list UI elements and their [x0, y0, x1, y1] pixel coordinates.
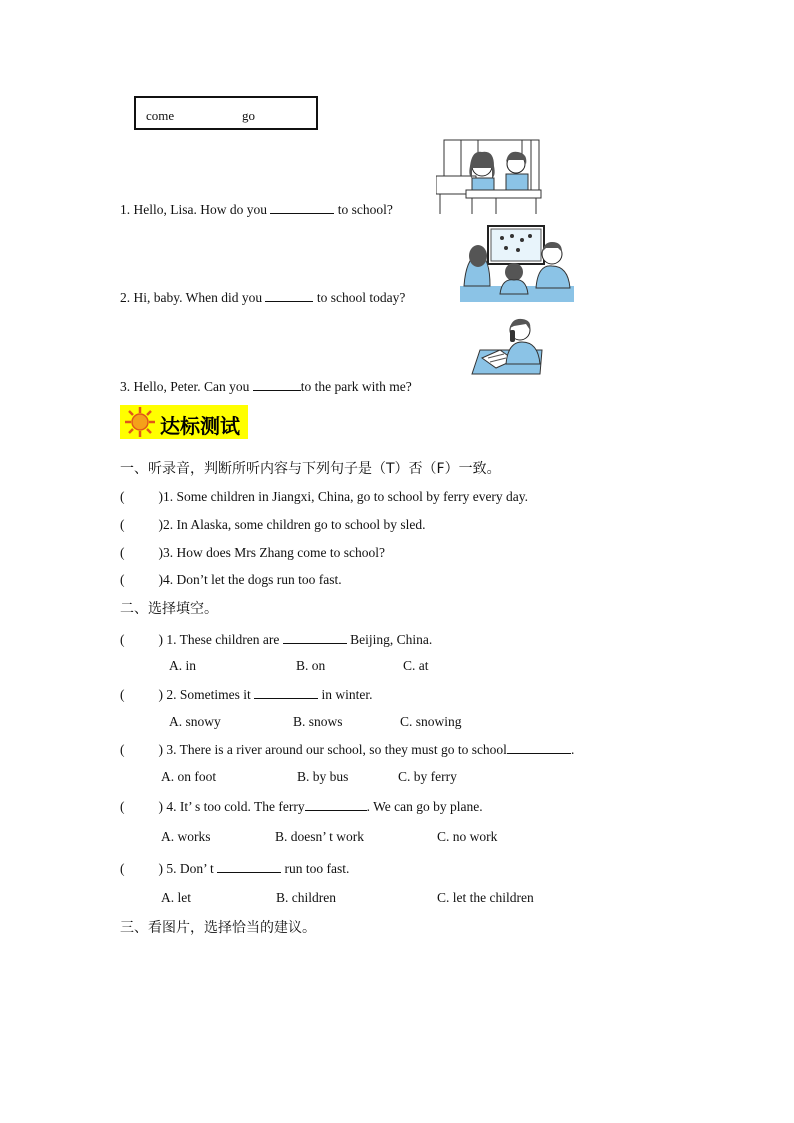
section2-question-3: ( ) 3. There is a river around our school, so they must go to school . — [120, 742, 575, 757]
option-b[interactable]: B. doesn’ t work — [275, 829, 364, 844]
section3-heading: 三、看图片，选择恰当的建议。 — [120, 920, 316, 936]
option-c[interactable]: C. let the children — [437, 890, 534, 905]
answer-blank[interactable] — [270, 201, 334, 214]
option-b[interactable]: B. snows — [293, 714, 343, 729]
section2-question-5: ( ) 5. Don’ t run too fast. — [120, 861, 350, 876]
section1-item-2: ( )2. In Alaska, some children go to school by sled. — [120, 517, 426, 532]
section1-heading: 一、听录音，判断所听内容与下列句子是（T）否（F）一致。 — [120, 461, 501, 477]
word-box — [134, 96, 318, 130]
warmup-question-2: 2. Hi, baby. When did you to school today? — [120, 290, 406, 305]
word-come: come — [146, 108, 175, 123]
section2-heading: 二、选择填空。 — [120, 601, 218, 617]
answer-blank[interactable] — [507, 741, 571, 754]
option-a[interactable]: A. let — [161, 890, 191, 905]
option-b[interactable]: B. on — [296, 658, 326, 673]
option-b[interactable]: B. by bus — [297, 769, 349, 784]
section1-item-1: ( )1. Some children in Jiangxi, China, go to school by ferry every day. — [120, 489, 529, 504]
section2-question-4: ( ) 4. It’ s too cold. The ferry . We can go by plane. — [120, 799, 483, 814]
sun-icon — [122, 406, 158, 438]
warmup-question-1: 1. Hello, Lisa. How do you to school? — [120, 202, 393, 217]
classroom-kids-illustration — [436, 136, 546, 216]
answer-blank[interactable] — [265, 289, 313, 302]
section1-item-4: ( )4. Don’t let the dogs run too fast. — [120, 572, 342, 587]
word-go: go — [242, 108, 255, 123]
option-a[interactable]: A. on foot — [161, 769, 217, 784]
option-b[interactable]: B. children — [276, 890, 336, 905]
boy-phone-illustration — [470, 316, 546, 380]
option-c[interactable]: C. at — [403, 658, 429, 673]
family-tv-illustration — [460, 224, 574, 302]
answer-blank[interactable] — [253, 378, 301, 391]
warmup-question-3: 3. Hello, Peter. Can you to the park with me? — [120, 379, 412, 394]
section-banner — [120, 405, 248, 439]
option-c[interactable]: C. snowing — [400, 714, 462, 729]
banner-title: 达标测试 — [160, 414, 240, 438]
answer-blank[interactable] — [254, 686, 318, 699]
option-a[interactable]: A. in — [169, 658, 196, 673]
option-c[interactable]: C. no work — [437, 829, 498, 844]
option-a[interactable]: A. snowy — [169, 714, 221, 729]
section1-item-3: ( )3. How does Mrs Zhang come to school? — [120, 545, 385, 560]
section2-question-2: ( ) 2. Sometimes it in winter. — [120, 687, 373, 702]
answer-blank[interactable] — [217, 860, 281, 873]
option-a[interactable]: A. works — [161, 829, 211, 844]
option-c[interactable]: C. by ferry — [398, 769, 457, 784]
section2-question-1: ( ) 1. These children are Beijing, China. — [120, 632, 433, 647]
answer-blank[interactable] — [305, 798, 367, 811]
answer-blank[interactable] — [283, 631, 347, 644]
